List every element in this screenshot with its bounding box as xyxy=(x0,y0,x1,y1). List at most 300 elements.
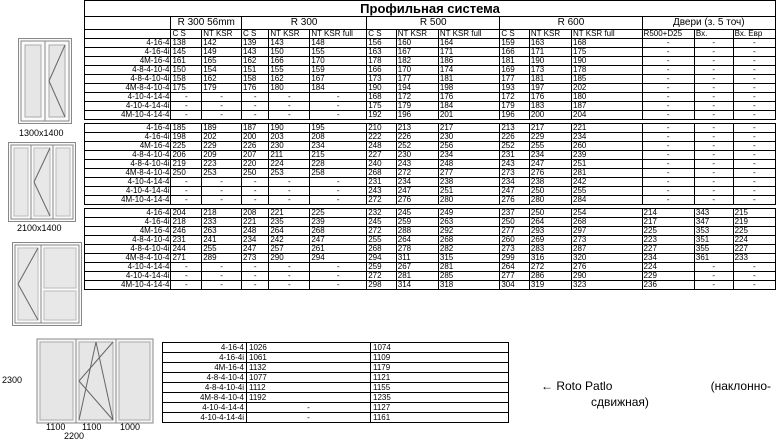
price-cell: - xyxy=(642,102,694,111)
sliding-door-drawing xyxy=(36,338,154,424)
price-cell: 215 xyxy=(733,209,775,218)
price-cell: - xyxy=(171,102,202,111)
price-cell: 229 xyxy=(529,133,571,142)
price-cell: 355 xyxy=(694,245,733,254)
roto-price-cell: 1074 xyxy=(371,343,509,353)
price-cell: 223 xyxy=(642,236,694,245)
glass-type-cell: 4-8-4-10-4i xyxy=(85,160,171,169)
price-cell: 227 xyxy=(367,151,397,160)
table-row xyxy=(85,209,776,218)
price-cell: 233 xyxy=(733,254,775,263)
price-cell: 290 xyxy=(572,272,643,281)
price-cell: 252 xyxy=(500,142,530,151)
roto-label-c: сдвижная) xyxy=(591,395,649,409)
price-cell: 172 xyxy=(396,93,438,102)
glass-type-cell: 4-16-4 xyxy=(85,39,171,48)
price-cell: 213 xyxy=(500,124,530,133)
roto-price-cell: 1155 xyxy=(371,383,509,393)
roto-price-cell: - xyxy=(247,413,371,423)
price-cell: - xyxy=(202,196,242,205)
balcony-door-icon xyxy=(13,243,81,325)
subheader-cell: NT KSR full xyxy=(438,30,499,39)
roto-price-cell: - xyxy=(247,403,371,413)
table-row xyxy=(85,48,776,57)
price-cell: 297 xyxy=(572,227,643,236)
price-cell: - xyxy=(694,196,733,205)
price-cell: 234 xyxy=(500,178,530,187)
subheader-row xyxy=(85,30,776,39)
price-cell: 231 xyxy=(500,151,530,160)
price-cell: - xyxy=(642,124,694,133)
price-cell: 231 xyxy=(171,236,202,245)
roto-price-cell: 1235 xyxy=(371,393,509,403)
price-cell: - xyxy=(694,124,733,133)
price-cell: 226 xyxy=(396,133,438,142)
price-cell: - xyxy=(642,57,694,66)
window-thumb-1 xyxy=(18,38,72,124)
price-cell: 289 xyxy=(202,254,242,263)
price-cell: 264 xyxy=(529,218,571,227)
price-cell: 294 xyxy=(310,254,367,263)
price-cell: - xyxy=(242,263,269,272)
subheader-cell: NT KSR xyxy=(202,30,242,39)
door-thumb xyxy=(12,242,82,326)
price-cell: 251 xyxy=(438,187,499,196)
roto-price-cell: 1112 xyxy=(247,383,371,393)
roto-row xyxy=(163,403,509,413)
price-cell: 247 xyxy=(529,160,571,169)
price-cell: - xyxy=(242,93,269,102)
dim-w1: 1100 xyxy=(46,422,66,432)
price-cell: 154 xyxy=(202,66,242,75)
price-cell: 181 xyxy=(500,57,530,66)
price-cell: - xyxy=(642,48,694,57)
table-row xyxy=(85,178,776,187)
price-cell: 204 xyxy=(171,209,202,218)
price-cell: 255 xyxy=(529,142,571,151)
price-cell: 159 xyxy=(310,66,367,75)
price-cell: 230 xyxy=(438,133,499,142)
price-cell: - xyxy=(242,272,269,281)
glass-type-cell: 4-10-4-14-4i xyxy=(85,187,171,196)
price-cell: - xyxy=(310,111,367,120)
price-cell: 223 xyxy=(202,160,242,169)
price-cell: 276 xyxy=(529,169,571,178)
price-cell: 272 xyxy=(367,272,397,281)
table-row xyxy=(85,102,776,111)
price-cell: 170 xyxy=(310,57,367,66)
price-cell: 167 xyxy=(396,48,438,57)
price-cell: - xyxy=(269,178,310,187)
price-cell: 293 xyxy=(529,227,571,236)
price-cell: 238 xyxy=(438,178,499,187)
table-row xyxy=(85,281,776,290)
price-cell: 247 xyxy=(242,245,269,254)
price-cell: 187 xyxy=(242,124,269,133)
price-cell: 148 xyxy=(310,39,367,48)
roto-label-a: ← Roto Patlo xyxy=(541,379,613,393)
price-cell: 180 xyxy=(269,84,310,93)
price-cell: - xyxy=(733,93,775,102)
price-cell: 166 xyxy=(500,48,530,57)
price-cell: 242 xyxy=(269,236,310,245)
price-cell: - xyxy=(310,178,367,187)
price-cell: 234 xyxy=(572,133,643,142)
table-title: Профильная система xyxy=(85,1,776,17)
price-cell: 210 xyxy=(367,124,397,133)
price-cell: 164 xyxy=(438,39,499,48)
price-cell: 283 xyxy=(529,245,571,254)
roto-price-cell: 1127 xyxy=(371,403,509,413)
table-row xyxy=(85,245,776,254)
price-cell: 170 xyxy=(396,66,438,75)
price-cell: 285 xyxy=(438,272,499,281)
price-cell: - xyxy=(310,263,367,272)
price-cell: 230 xyxy=(269,142,310,151)
price-cell: 259 xyxy=(367,263,397,272)
price-cell: 200 xyxy=(242,133,269,142)
price-cell: - xyxy=(733,272,775,281)
roto-row xyxy=(163,343,509,353)
glass-type-cell: 4-16-4 xyxy=(85,124,171,133)
price-cell: 272 xyxy=(367,196,397,205)
price-cell: 247 xyxy=(310,236,367,245)
price-cell: - xyxy=(269,281,310,290)
price-cell: - xyxy=(242,281,269,290)
roto-row xyxy=(163,353,509,363)
price-cell: 311 xyxy=(396,254,438,263)
subheader-cell: NT KSR xyxy=(396,30,438,39)
glass-type-cell: 4M-16-4 xyxy=(85,227,171,236)
price-cell: 237 xyxy=(500,209,530,218)
price-cell: 138 xyxy=(171,39,202,48)
price-cell: 163 xyxy=(367,48,397,57)
price-cell: 203 xyxy=(269,133,310,142)
table-row xyxy=(85,39,776,48)
price-cell: 168 xyxy=(572,39,643,48)
price-cell: 284 xyxy=(572,196,643,205)
price-cell: 268 xyxy=(367,169,397,178)
price-cell: 149 xyxy=(202,48,242,57)
price-cell: 299 xyxy=(500,254,530,263)
glass-type-cell: 4M-16-4 xyxy=(85,142,171,151)
price-cell: 239 xyxy=(310,218,367,227)
glass-type-cell: 4-16-4i xyxy=(85,133,171,142)
price-cell: 268 xyxy=(310,227,367,236)
price-cell: 195 xyxy=(310,124,367,133)
price-cell: 273 xyxy=(500,169,530,178)
price-cell: 177 xyxy=(500,75,530,84)
glass-type-cell: 4M-10-4-14-4 xyxy=(85,196,171,205)
price-cell: 198 xyxy=(438,84,499,93)
price-cell: - xyxy=(733,178,775,187)
price-cell: 214 xyxy=(642,209,694,218)
group-header: R 300 xyxy=(242,17,367,30)
roto-row xyxy=(163,413,509,423)
price-cell: - xyxy=(694,84,733,93)
glass-type-cell: 4-10-4-14-4 xyxy=(85,93,171,102)
price-cell: 198 xyxy=(171,133,202,142)
glass-type-cell: 4M-8-4-10-4 xyxy=(85,84,171,93)
price-cell: 226 xyxy=(500,133,530,142)
price-cell: - xyxy=(242,196,269,205)
price-cell: - xyxy=(733,263,775,272)
price-cell: 159 xyxy=(500,39,530,48)
price-cell: 273 xyxy=(572,236,643,245)
roto-row xyxy=(163,393,509,403)
price-cell: 361 xyxy=(694,254,733,263)
price-cell: - xyxy=(733,75,775,84)
price-cell: - xyxy=(642,169,694,178)
table-row xyxy=(85,236,776,245)
price-cell: 240 xyxy=(367,160,397,169)
price-cell: - xyxy=(733,124,775,133)
price-cell: 213 xyxy=(396,124,438,133)
price-cell: 224 xyxy=(269,160,310,169)
subheader-cell: C S xyxy=(367,30,397,39)
price-cell: - xyxy=(642,196,694,205)
table-row xyxy=(85,151,776,160)
size-label-2: 2100x1400 xyxy=(17,223,62,233)
roto-glass-cell: 4M-8-4-10-4 xyxy=(163,393,247,403)
roto-price-cell: 1077 xyxy=(247,373,371,383)
price-cell: - xyxy=(171,187,202,196)
dim-w3: 1000 xyxy=(120,422,141,432)
price-cell: - xyxy=(269,93,310,102)
triple-window-icon xyxy=(9,143,75,221)
price-cell: 224 xyxy=(642,263,694,272)
price-cell: - xyxy=(694,111,733,120)
roto-row xyxy=(163,383,509,393)
price-cell: - xyxy=(202,281,242,290)
price-cell: 179 xyxy=(500,102,530,111)
price-cell: - xyxy=(642,66,694,75)
price-cell: 245 xyxy=(396,209,438,218)
price-cell: 272 xyxy=(396,169,438,178)
price-cell: - xyxy=(202,272,242,281)
price-cell: 161 xyxy=(171,57,202,66)
price-cell: - xyxy=(642,39,694,48)
price-cell: 143 xyxy=(242,48,269,57)
price-cell: 162 xyxy=(242,57,269,66)
price-cell: 190 xyxy=(529,57,571,66)
price-cell: 272 xyxy=(529,263,571,272)
price-cell: 200 xyxy=(529,111,571,120)
price-cell: 181 xyxy=(529,75,571,84)
glass-type-cell: 4M-8-4-10-4 xyxy=(85,169,171,178)
price-cell: 163 xyxy=(529,39,571,48)
subheader-cell: Вх. xyxy=(694,30,733,39)
price-cell: 158 xyxy=(242,75,269,84)
price-cell: 250 xyxy=(242,169,269,178)
price-cell: 194 xyxy=(396,84,438,93)
price-cell: - xyxy=(269,187,310,196)
price-cell: 258 xyxy=(310,169,367,178)
price-cell: - xyxy=(171,178,202,187)
price-cell: 184 xyxy=(310,84,367,93)
price-cell: 250 xyxy=(500,218,530,227)
roto-glass-cell: 4-8-4-10-4i xyxy=(163,383,247,393)
price-cell: 273 xyxy=(500,245,530,254)
price-cell: 166 xyxy=(269,57,310,66)
price-cell: 219 xyxy=(733,218,775,227)
price-cell: 314 xyxy=(396,281,438,290)
price-cell: 298 xyxy=(367,281,397,290)
roto-price-cell: 1192 xyxy=(247,393,371,403)
price-cell: - xyxy=(694,187,733,196)
roto-label-b: (наклонно- xyxy=(710,379,771,393)
price-cell: - xyxy=(733,187,775,196)
price-cell: 263 xyxy=(438,218,499,227)
price-cell: - xyxy=(694,151,733,160)
roto-row xyxy=(163,373,509,383)
price-cell: - xyxy=(642,178,694,187)
group-header: R 600 xyxy=(500,17,642,30)
table-row xyxy=(85,111,776,120)
glass-type-cell: 4-8-4-10-4 xyxy=(85,151,171,160)
price-cell: - xyxy=(733,281,775,290)
price-cell: - xyxy=(694,281,733,290)
subheader-cell: NT KSR full xyxy=(310,30,367,39)
price-cell: 243 xyxy=(500,160,530,169)
price-cell: 347 xyxy=(694,218,733,227)
subheader-blank xyxy=(85,30,171,39)
price-cell: 162 xyxy=(202,75,242,84)
price-cell: 353 xyxy=(694,227,733,236)
price-cell: 217 xyxy=(438,124,499,133)
price-cell: - xyxy=(310,281,367,290)
price-cell: - xyxy=(733,66,775,75)
price-cell: 277 xyxy=(500,272,530,281)
price-cell: - xyxy=(733,102,775,111)
price-cell: 158 xyxy=(171,75,202,84)
price-cell: 250 xyxy=(529,209,571,218)
price-cell: 234 xyxy=(438,151,499,160)
price-cell: 190 xyxy=(269,124,310,133)
table-row xyxy=(85,263,776,272)
price-cell: 231 xyxy=(367,178,397,187)
roto-price-cell: 1179 xyxy=(371,363,509,373)
price-cell: 323 xyxy=(572,281,643,290)
roto-price-cell: 1109 xyxy=(371,353,509,363)
price-cell: - xyxy=(642,111,694,120)
price-cell: 168 xyxy=(367,93,397,102)
empty-header xyxy=(85,17,171,30)
price-cell: 290 xyxy=(269,254,310,263)
glass-type-cell: 4-8-4-10-4 xyxy=(85,66,171,75)
price-cell: 175 xyxy=(572,48,643,57)
price-cell: - xyxy=(694,66,733,75)
price-cell: - xyxy=(694,263,733,272)
table-row xyxy=(85,124,776,133)
price-cell: - xyxy=(694,102,733,111)
table-row xyxy=(85,187,776,196)
price-cell: 256 xyxy=(438,142,499,151)
price-cell: 166 xyxy=(367,66,397,75)
price-cell: 253 xyxy=(202,169,242,178)
price-cell: 162 xyxy=(269,75,310,84)
price-cell: 232 xyxy=(367,209,397,218)
table-row xyxy=(85,169,776,178)
price-cell: 242 xyxy=(572,178,643,187)
price-cell: 155 xyxy=(310,48,367,57)
price-cell: 235 xyxy=(269,218,310,227)
price-cell: 215 xyxy=(310,151,367,160)
subheader-cell: C S xyxy=(500,30,530,39)
price-cell: 174 xyxy=(438,66,499,75)
price-cell: 160 xyxy=(396,39,438,48)
price-cell: 181 xyxy=(438,75,499,84)
price-cell: - xyxy=(269,196,310,205)
table-row xyxy=(85,196,776,205)
window-thumb-2 xyxy=(8,142,76,222)
price-cell: 268 xyxy=(572,218,643,227)
table-row xyxy=(85,142,776,151)
price-cell: 197 xyxy=(529,84,571,93)
price-cell: 230 xyxy=(396,151,438,160)
price-cell: 221 xyxy=(269,209,310,218)
price-cell: 288 xyxy=(396,227,438,236)
price-cell: - xyxy=(733,39,775,48)
price-cell: 151 xyxy=(242,66,269,75)
price-cell: 280 xyxy=(438,196,499,205)
price-cell: 209 xyxy=(202,151,242,160)
price-cell: 236 xyxy=(642,281,694,290)
price-cell: - xyxy=(202,93,242,102)
price-cell: 225 xyxy=(642,227,694,236)
roto-row xyxy=(163,363,509,373)
price-cell: 186 xyxy=(438,57,499,66)
price-table xyxy=(84,0,776,290)
price-cell: 225 xyxy=(171,142,202,151)
price-cell: 206 xyxy=(171,151,202,160)
glass-type-cell: 4-16-4i xyxy=(85,48,171,57)
table-row xyxy=(85,57,776,66)
price-cell: 229 xyxy=(642,272,694,281)
price-cell: 246 xyxy=(171,227,202,236)
price-cell: 251 xyxy=(572,160,643,169)
price-cell: 281 xyxy=(572,169,643,178)
subheader-cell: C S xyxy=(171,30,202,39)
price-cell: 155 xyxy=(269,66,310,75)
price-cell: 247 xyxy=(396,187,438,196)
price-cell: 183 xyxy=(529,102,571,111)
price-cell: 192 xyxy=(367,111,397,120)
price-cell: - xyxy=(242,102,269,111)
table-row xyxy=(85,218,776,227)
price-cell: - xyxy=(242,178,269,187)
price-cell: 233 xyxy=(202,218,242,227)
price-cell: 260 xyxy=(572,142,643,151)
price-cell: - xyxy=(171,263,202,272)
glass-type-cell: 4-8-4-10-4 xyxy=(85,236,171,245)
price-cell: - xyxy=(269,111,310,120)
price-cell: 272 xyxy=(367,227,397,236)
price-cell: - xyxy=(694,93,733,102)
price-cell: 276 xyxy=(396,196,438,205)
price-cell: - xyxy=(733,84,775,93)
price-cell: 185 xyxy=(572,75,643,84)
price-cell: - xyxy=(310,102,367,111)
price-cell: 263 xyxy=(202,227,242,236)
price-cell: 239 xyxy=(572,151,643,160)
price-cell: 259 xyxy=(396,218,438,227)
glass-type-cell: 4-16-4i xyxy=(85,218,171,227)
glass-type-cell: 4-8-4-10-4i xyxy=(85,245,171,254)
price-cell: - xyxy=(171,196,202,205)
price-cell: - xyxy=(733,160,775,169)
price-cell: 255 xyxy=(572,187,643,196)
